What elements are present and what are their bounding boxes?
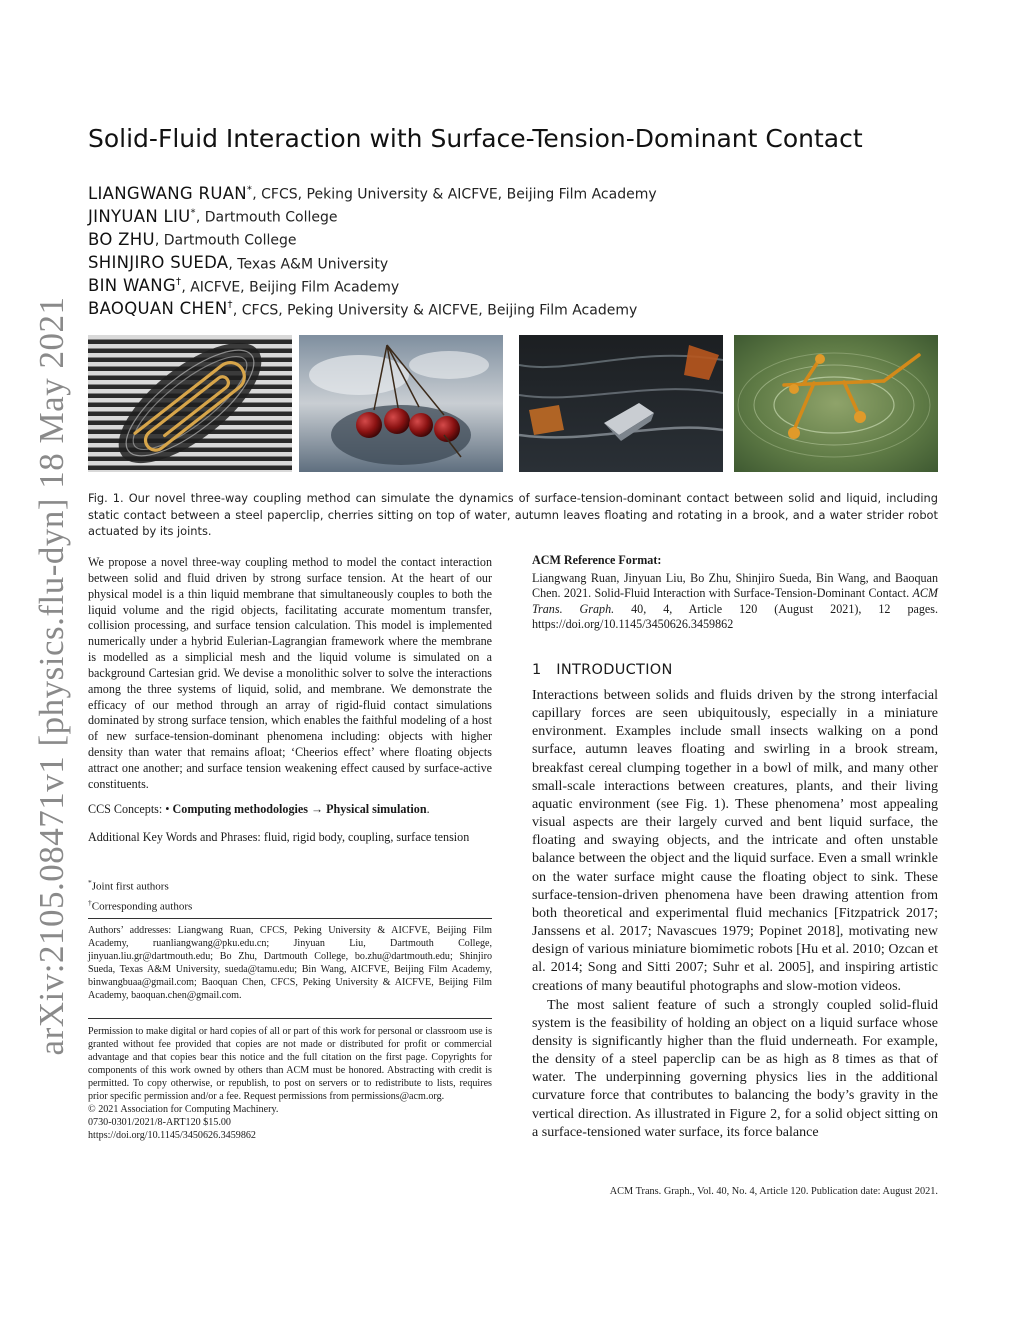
intro-paragraph: The most salient feature of such a strongly coupled solid-fluid system is the feasibility of holding an object on a liquid surface whose density is significantly higher than the fluid underneath. For example, the density of a steel paperclip can be as high as 8 times as that of water. The underpinning governing physics lies in the additional curvature force that contributes to balancing the body’s gravity in the vertical direction. As illustrated in Figure 2, for a solid object sitting on a surface-tensioned water surface, its force balance: [532, 996, 938, 1140]
doi-link[interactable]: https://doi.org/10.1145/3450626.3459862: [88, 1130, 256, 1141]
paperclip-image: [88, 335, 292, 472]
reference-text: Liangwang Ruan, Jinyuan Liu, Bo Zhu, Shinjiro Sueda, Bin Wang, and Baoquan Chen. 2021. Solid-Fluid Interaction with Surface-Tension-Dominant Contact. ACM Trans. Graph. 40, 4, Article 120 (August 2021), 12 pages. https://doi.org/10.1145/3450626.3459862: [532, 570, 938, 631]
author-name: JINYUAN LIU*: [88, 206, 196, 226]
author-name: BIN WANG†: [88, 276, 182, 296]
intro-paragraph: Interactions between solids and fluids driven by the strong interfacial capillary forces are seen ubiquitously, especially in a miniature environment. Examples include small insects walking on a pond surface, autumn leaves floating and swirling in a brook stream, breakfast cereal clumping together in a bowl of milk, and many other small-scale interactions between creatures, plants, and their living aquatic environment (see Fig. 1). These phenomena’ most appealing visual aspects are their largely curved and bent liquid surface, the floating and swaying objects, and the intricate and often unstable balance between the object and the liquid surface. Even a small wrinkle on the water surface might cause the floating object to sink. These surface-tension-driven phenomena have been drawing attention from both theoretical and experimental fluid mechanics [Fitzpatrick 2017; Janssens et al. 2017; Navascues 1979; Popinet 2018], motivating new design of various miniature biomimetic robots [Hu et al. 2010; Ozcan et al. 2014; Song and Sitti 2007; Suhr et al. 2005], and inspiring artistic creations of many beautiful photographs and slow-motion videos.: [532, 687, 938, 994]
section-heading: 1 INTRODUCTION: [532, 662, 673, 678]
left-column: [88, 555, 492, 845]
keywords: Additional Key Words and Phrases: fluid, rigid body, coupling, surface tension: [88, 829, 470, 844]
author-entry: [88, 271, 657, 294]
author-affiliation: , Texas A&M University: [228, 256, 389, 273]
author-name: SHINJIRO SUEDA: [88, 253, 229, 273]
author-name: LIANGWANG RUAN*: [88, 183, 253, 203]
paper-title: Solid-Fluid Interaction with Surface-Tension-Dominant Contact: [88, 124, 863, 153]
author-entry: [88, 294, 657, 317]
corresponding-footnote: †Corresponding authors: [88, 898, 193, 913]
page-footer: ACM Trans. Graph., Vol. 40, No. 4, Article 120. Publication date: August 2021.: [609, 1186, 938, 1197]
author-entry: [88, 178, 657, 201]
water-strider-image: [734, 335, 938, 472]
author-name: BAOQUAN CHEN†: [88, 299, 233, 319]
joint-first-footnote: *Joint first authors: [88, 878, 169, 893]
author-affiliation: , Dartmouth College: [195, 209, 338, 226]
permission-text: Permission to make digital or hard copies of all or part of this work for personal or classroom use is granted without fee provided that copies are not made or distributed for profit or commercial advantage and that copies bear this notice and the full citation on the first page. Copyrights for components of this work owned by others than ACM must be honored. Abstracting with credit is permitted. To copy otherwise, or republish, to post on servers or to redistribute to lists, requires prior specific permission and/or a fee. Request permissions from permissions@acm.org.: [88, 1026, 492, 1102]
permission-notice: [88, 1025, 492, 1142]
author-name: BO ZHU: [88, 229, 155, 249]
introduction-body: [532, 686, 938, 1141]
author-affiliation: , CFCS, Peking University & AICFVE, Beijing Film Academy: [232, 302, 638, 319]
abstract: We propose a novel three-way coupling method to model the contact interaction between solid and fluid driven by strong surface tension. At the heart of our physical model is a thin liquid membrane that simultaneously couples to both the liquid volume and the rigid objects, facilitating accurate momentum transfer, collision processing, and surface tension calculation. This model is implemented numerically under a hybrid Eulerian-Lagrangian framework where the membrane is modelled as a simplicial mesh and the liquid volume is simulated on a background Cartesian grid. We devise a monolithic solver to solve the interactions among the three systems of liquid, solid, and membrane. We demonstrate the efficacy of our method through an array of rigid-fluid contact simulations dominated by strong surface tension, which enables the faithful modeling of a host of new surface-tension-dominant phenomena including: objects with higher density than water that remains afloat; ‘Cheerios effect’ where floating objects attract one another; and surface tension weakening effect caused by surface-active constituents.: [88, 555, 492, 791]
figure-caption: Fig. 1. Our novel three-way coupling method can simulate the dynamics of surface-tension-dominant contact between solid and liquid, including static contact between a steel paperclip, cherries sitting on top of water, autumn leaves floating and rotating in a brook, and a water strider robot actuated by its joints.: [88, 491, 938, 538]
author-footnotes: [88, 875, 192, 915]
author-list: [88, 178, 657, 317]
author-addresses: Authors’ addresses: Liangwang Ruan, CFCS, Peking University & AICFVE, Beijing Film Academy, ruanliangwang@pku.edu.cn; Jinyuan Liu, Dartmouth College, jinyuan.liu.gr@dartmouth.edu; Bo Zhu, Dartmouth College, bo.zhu@dartmouth.edu; Shinjiro Sueda, Texas A&M University, sueda@tamu.edu; Bin Wang, AICFVE, Beijing Film Academy, binwangbuaa@gmail.com; Baoquan Chen, CFCS, Peking University & AICFVE, Beijing Film Academy, baoquan.chen@gmail.com.: [88, 925, 492, 1001]
author-entry: [88, 248, 657, 271]
arxiv-stamp: arXiv:2105.08471v1 [physics.flu-dyn] 18 May 2021: [32, 296, 71, 1056]
author-affiliation: , Dartmouth College: [154, 232, 297, 249]
author-entry: [88, 201, 657, 224]
copyright-line: © 2021 Association for Computing Machinery.: [88, 1104, 279, 1115]
issn-line: 0730-0301/2021/8-ART120 $15.00: [88, 1117, 231, 1128]
teaser-figure: [88, 335, 938, 472]
reference-heading: ACM Reference Format:: [532, 553, 662, 567]
author-affiliation: , CFCS, Peking University & AICFVE, Beijing Film Academy: [252, 186, 657, 203]
permission-divider: [88, 1018, 492, 1019]
author-entry: [88, 224, 657, 247]
leaves-boat-image: [519, 335, 723, 472]
cherries-image: [299, 335, 503, 472]
acm-reference: [532, 553, 938, 633]
ccs-concepts: CCS Concepts: • Computing methodologies → Physical simulation.: [88, 801, 430, 816]
footnote-divider: [88, 918, 492, 919]
author-affiliation: , AICFVE, Beijing Film Academy: [181, 279, 400, 296]
